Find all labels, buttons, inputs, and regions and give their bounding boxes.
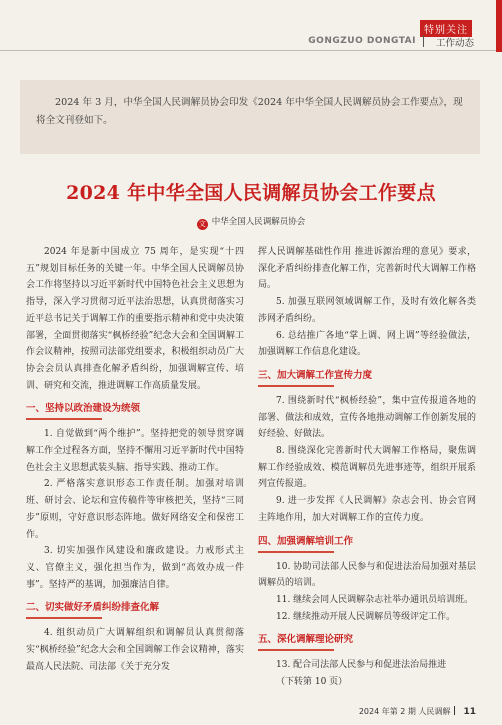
article-title: 2024 年中华全国人民调解员协会工作要点 <box>66 182 436 204</box>
column-left <box>26 244 244 675</box>
page-header <box>0 0 502 52</box>
section-tag: 特别关注 <box>420 20 472 37</box>
page-number: 11 <box>463 707 476 717</box>
section-heading <box>26 401 244 420</box>
paragraph: 2. 严格落实意识形态工作责任制。加强对培训班、研讨会、论坛和宣传稿件等审核把关，坚持“三同步”原则，守好意识形态阵地。做好网络安全和保密工作。 <box>26 479 244 540</box>
header-rule <box>0 50 496 51</box>
column-right <box>258 244 476 691</box>
heading-underline <box>258 385 334 387</box>
paragraph: 7. 围绕新时代“枫桥经验”，集中宣传报道各地的部署、做法和成效，宣传各地推动调解工作创新发展的好经验、好做法。 <box>258 395 476 440</box>
magazine-name: 人民调解 <box>418 707 451 716</box>
section-name: 工作动态 <box>435 38 474 49</box>
paragraph: 8. 围绕深化完善新时代大调解工作格局，聚焦调解工作经验成效、模范调解员先进事迹等，组织开展系列宣传报道。 <box>258 446 476 490</box>
heading-underline <box>26 617 102 619</box>
paragraph: 10. 协助司法部人民参与和促进法治局加强对基层调解员的培训。 <box>258 561 476 589</box>
header-divider <box>423 35 424 47</box>
paragraph: 2024 年是新中国成立 75 周年，是实现“十四五”规划目标任务的关键一年。中华全国人民调解员协会工作将坚持以习近平新时代中国特色社会主义思想为指导，深入学习贯彻习近平法治思想，认真贯彻落实习近平总书记关于调解工作的重要指示精神和党中央决策部署，全面贯彻落实“枫桥经验”纪念大会和全国调解工作会议精神，按照司法部党组要求，积极组织动员广大协会会员认真排查化解矛盾纠纷，加强调解宣传、培训、研究和交流，推进调解工作高质量发展。 <box>26 247 244 391</box>
issue-number: 2024 年第 2 期 <box>358 707 416 716</box>
heading-underline <box>258 551 334 553</box>
paragraph: 5. 加强互联网领域调解工作，及时有效化解各类涉网矛盾纠纷。 <box>258 297 476 324</box>
paragraph: 6. 总结推广各地“掌上调、网上调”等经验做法，加强调解工作信息化建设。 <box>258 330 476 358</box>
paragraph: 12. 继续推动开展人民调解员等级评定工作。 <box>276 611 456 622</box>
heading-underline <box>258 649 334 651</box>
section-heading <box>258 632 476 651</box>
section-heading-text: 二、切实做好矛盾纠纷排查化解 <box>26 602 160 614</box>
header-accent-bar <box>496 0 502 52</box>
paragraph: 挥人民调解基础性作用 推进诉源治理的意见》要求，深化矛盾纠纷排查化解工作，完善新时代大调解工作格局。 <box>258 247 476 291</box>
section-heading <box>258 368 476 387</box>
section-heading-text: 五、深化调解理论研究 <box>258 634 354 646</box>
page-footer <box>359 706 476 717</box>
article-author <box>0 215 502 230</box>
editor-note: 2024 年 3 月，中华全国人民调解员协会印发《2024 年中华全国人民调解员协会工作要点》，现将全文刊登如下。 <box>20 80 480 154</box>
section-heading <box>26 600 244 619</box>
section-heading <box>258 534 476 553</box>
paragraph: 11. 继续会同人民调解杂志社举办通讯员培训班。 <box>276 594 474 605</box>
section-heading-text: 一、坚持以政治建设为统领 <box>26 403 141 415</box>
section-heading-text: 三、加大调解工作宣传力度 <box>258 369 373 381</box>
author-name: 中华全国人民调解员协会 <box>211 217 306 227</box>
continued-note: （下转第 10 页） <box>276 677 348 688</box>
paragraph: 9. 进一步发挥《人民调解》杂志会刊、协会官网主阵地作用，加大对调解工作的宣传力度。 <box>258 496 476 523</box>
section-pinyin: GONGZUO DONGTAI <box>308 36 416 46</box>
paragraph: 13. 配合司法部人民参与和促进法治局推进 <box>276 660 447 671</box>
author-badge-icon: 文 <box>198 220 206 228</box>
paragraph: 1. 自觉做到“两个维护”。坚持把党的领导贯穿调解工作全过程各方面，坚持不懈用习近平新时代中国特色社会主义思想武装头脑、指导实践、推动工作。 <box>26 429 244 473</box>
paragraph: 3. 切实加强作风建设和廉政建设。力戒形式主义、官僚主义，强化担当作为，做到“高效办成一件事”。坚持严的基调，加强廉洁自律。 <box>26 546 244 590</box>
footer-divider <box>454 706 455 715</box>
paragraph: 4. 组织动员广大调解组织和调解员认真贯彻落实“枫桥经验”纪念大会和全国调解工作会议精神，落实最高人民法院、司法部《关于充分发 <box>26 628 244 672</box>
heading-underline <box>26 418 102 420</box>
section-heading-text: 四、加强调解培训工作 <box>258 535 354 547</box>
